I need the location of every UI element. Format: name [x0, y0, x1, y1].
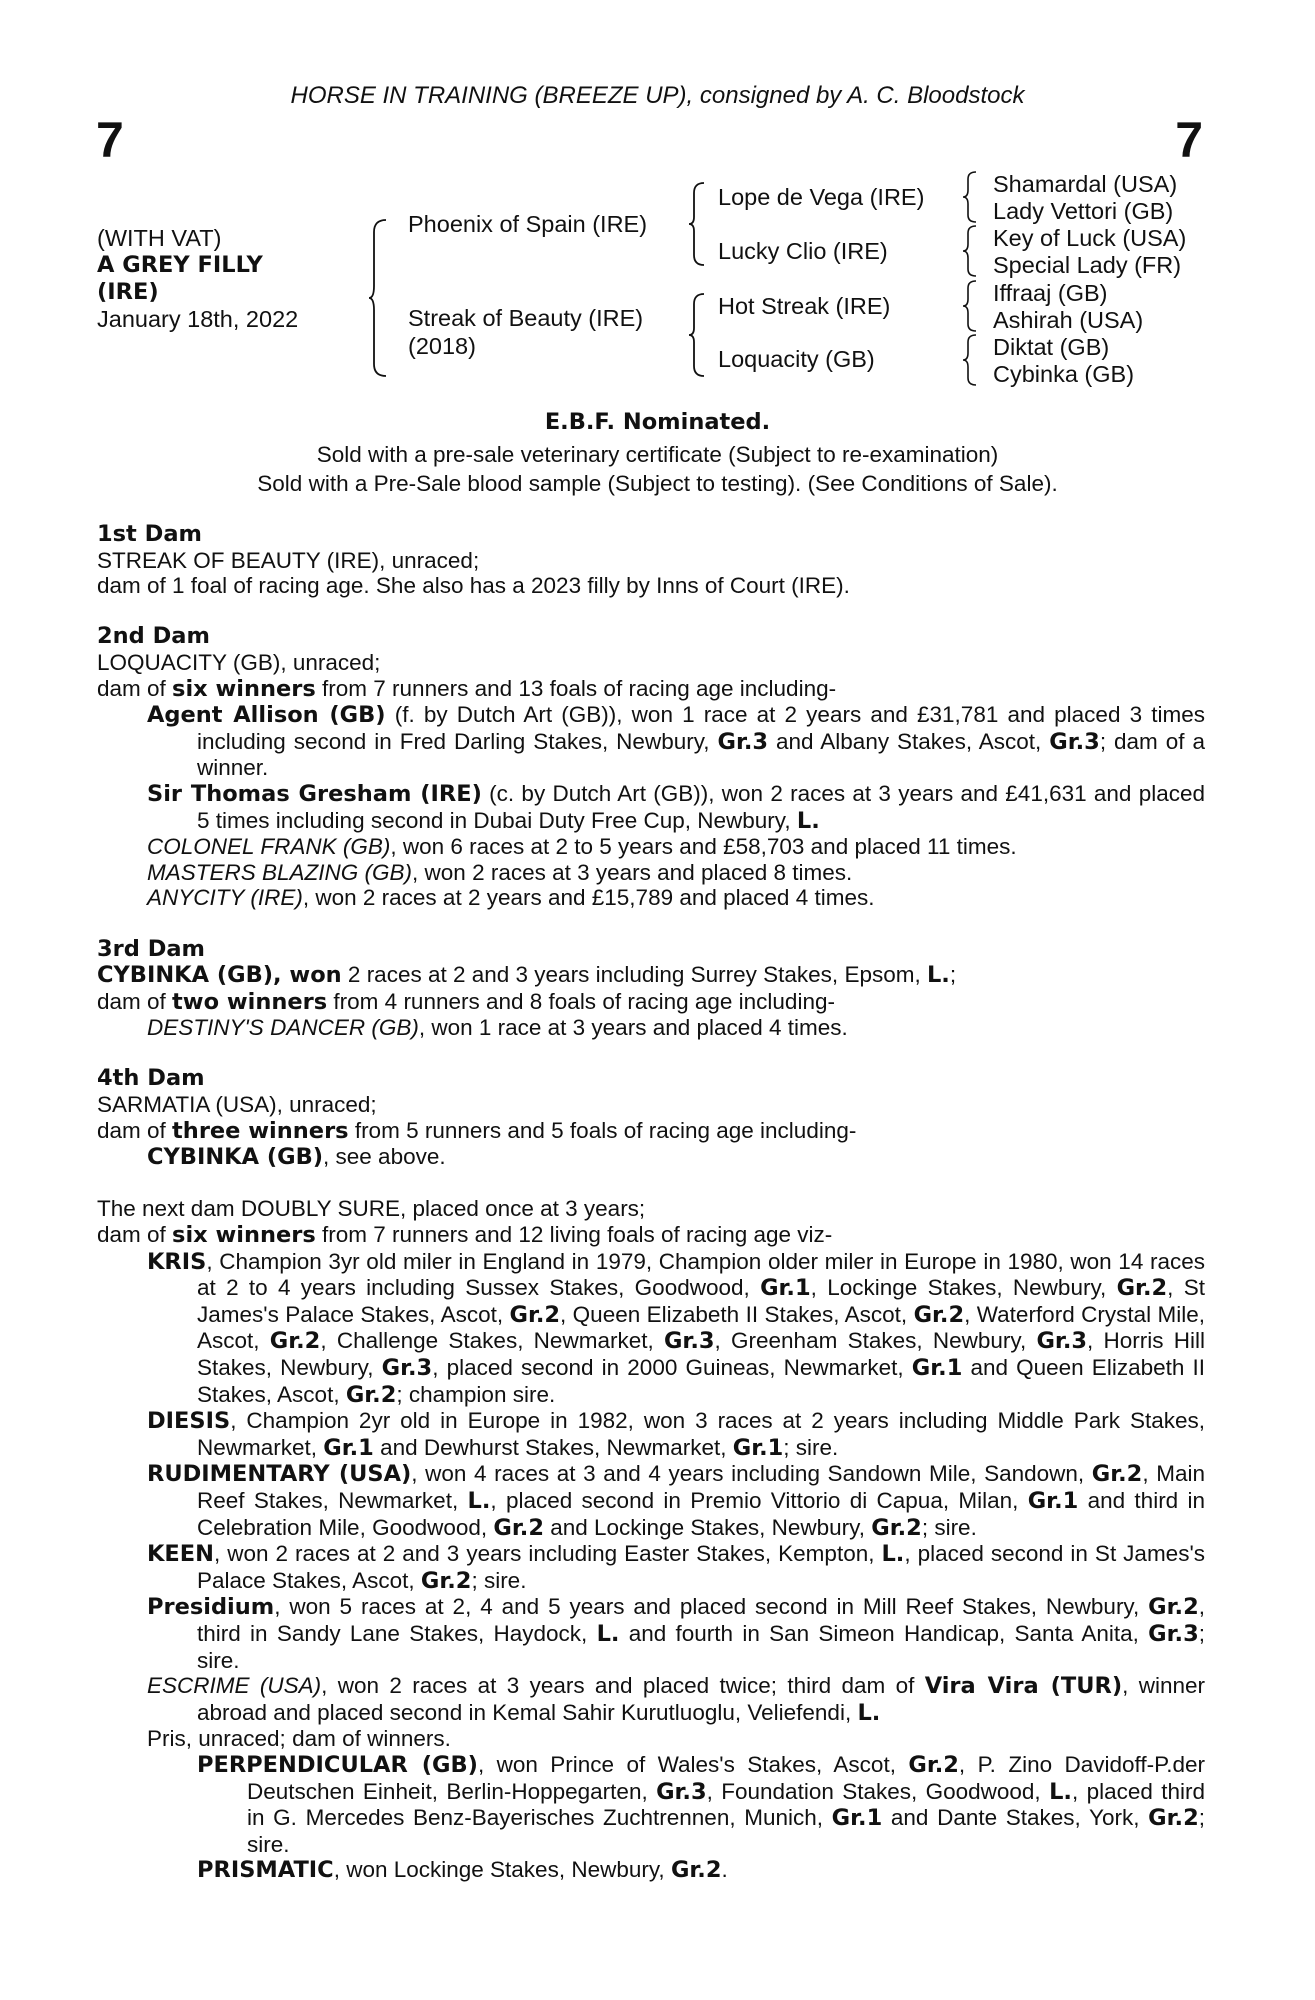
race-grade: Gr.3 [717, 728, 769, 755]
text: , placed second in Premio Vittorio di Capua, Milan, [490, 1487, 1028, 1513]
dam-brace [688, 292, 708, 378]
horse-name: Sir Thomas Gresham (IRE) [147, 780, 482, 807]
text: , Champion 2yr old in Europe in 1982, won 3 races at 2 years including Middle Park Stakes, Newmarket, [197, 1408, 1205, 1460]
first-dam-line: STREAK OF BEAUTY (IRE), unraced; [97, 547, 480, 573]
horse-name: DIESIS [147, 1408, 231, 1435]
gg-brace-2 [962, 224, 980, 278]
race-grade: Gr.2 [1148, 1805, 1199, 1832]
sire-name: Phoenix of Spain (IRE) [408, 211, 648, 237]
race-grade: Gr.2 [908, 1751, 959, 1778]
text: dam of [97, 988, 173, 1014]
horse-name: ANYCITY (IRE) [147, 885, 303, 911]
race-grade: Gr.2 [1091, 1461, 1143, 1488]
progeny-entry [147, 1673, 1205, 1726]
third-dam-summary [97, 989, 1205, 1016]
fourth-dam-heading: 4th Dam [97, 1065, 205, 1092]
horse-name: DESTINY'S DANCER (GB) [147, 1015, 419, 1041]
text: , Queen Elizabeth II Stakes, Ascot, [560, 1301, 914, 1327]
race-grade: Gr.3 [1148, 1620, 1199, 1647]
race-grade: Gr.3 [1049, 728, 1100, 755]
progeny-entry [147, 1144, 1205, 1171]
text: from 7 runners and 13 foals of racing age including- [315, 675, 837, 701]
race-grade: L. [926, 962, 950, 989]
race-grade: Gr.3 [656, 1778, 707, 1805]
text: , Champion 3yr old miler in England in 1979, Champion older miler in Europe in 1980, won 14 races at 2 to 4 years including Sussex Stakes, Goodwood, [197, 1248, 1205, 1301]
text: , won 2 races at 2 years and £15,789 and placed 4 times. [302, 885, 875, 911]
progeny-entry [147, 1408, 1205, 1461]
first-dam-line: dam of 1 foal of racing age. She also has a 2023 filly by Inns of Court (IRE). [97, 573, 850, 599]
race-grade: Gr.2 [509, 1301, 561, 1328]
text: , Greenham Stakes, Newbury, [714, 1328, 1037, 1354]
text: , Lockinge Stakes, Newbury, [810, 1275, 1117, 1301]
gg-3: Key of Luck (USA) [993, 225, 1187, 251]
text: , won 2 races at 2 and 3 years including Easter Stakes, Kempton, [214, 1541, 882, 1567]
race-grade: Gr.2 [1148, 1594, 1199, 1621]
race-grade: L. [467, 1487, 491, 1514]
horse-name: COLONEL FRANK (GB) [147, 834, 391, 860]
text: dam of [97, 1222, 173, 1248]
progeny-entry [147, 702, 1205, 781]
text: dam of [97, 1117, 173, 1143]
dam-year: (2018) [408, 333, 476, 359]
next-dam-section [97, 1196, 1205, 1883]
lot-number-left: 7 [96, 112, 124, 168]
race-grade: Gr.2 [670, 1857, 722, 1884]
dam-dam: Loquacity (GB) [718, 346, 875, 372]
third-dam-heading: 3rd Dam [97, 935, 205, 962]
text: , Horris Hill Stakes, Newbury, [197, 1328, 1206, 1380]
race-grade: Gr.2 [493, 1514, 544, 1541]
horse-name: PERPENDICULAR (GB) [197, 1751, 478, 1778]
next-dam-line: The next dam DOUBLY SURE, placed once at 3 years; [97, 1196, 646, 1222]
gg-2: Lady Vettori (GB) [993, 198, 1174, 224]
text: and Albany Stakes, Ascot, [768, 728, 1050, 754]
horse-name: PRISMATIC [197, 1857, 334, 1884]
text: and Dante Stakes, York, [882, 1805, 1149, 1831]
race-grade: L. [596, 1620, 620, 1647]
page-title: HORSE IN TRAINING (BREEZE UP), consigned by A. C. Bloodstock [290, 82, 1025, 109]
gg-8: Cybinka (GB) [993, 361, 1135, 387]
gg-1: Shamardal (USA) [993, 171, 1178, 197]
third-dam-line [97, 962, 1205, 989]
text: , won Lockinge Stakes, Newbury, [333, 1857, 671, 1883]
vet-certificate-note: Sold with a pre-sale veterinary certificate (Subject to re-examination) [316, 442, 999, 467]
text: , placed second in St James's Palace Stakes, Ascot, [197, 1541, 1205, 1593]
progeny-entry [147, 780, 1205, 834]
race-grade: Gr.2 [269, 1328, 321, 1355]
race-grade: Gr.3 [663, 1328, 715, 1355]
text: ; dam of a winner. [197, 728, 1205, 781]
subject-origin: (IRE) [97, 279, 159, 305]
text: and Queen Elizabeth II Stakes, Ascot, [197, 1355, 1205, 1407]
fourth-dam-summary [97, 1118, 1205, 1145]
text: from 4 runners and 8 foals of racing age including- [327, 988, 835, 1014]
progeny-entry [147, 885, 1205, 911]
text: ; sire. [197, 1620, 1205, 1673]
progeny-entry [197, 1857, 1205, 1884]
third-dam-section [97, 937, 1205, 1041]
progeny-entry [147, 1594, 1205, 1673]
text: (f. by Dutch Art (GB)), won 1 race at 2 years and £31,781 and placed 3 times including second in Fred Darling Stakes, Newbury, [197, 702, 1205, 754]
race-grade: Gr.1 [732, 1434, 784, 1461]
text: , placed second in 2000 Guineas, Newmarket, [432, 1355, 912, 1380]
race-grade: Gr.1 [323, 1434, 374, 1461]
text: ; sire. [247, 1805, 1205, 1857]
lot-number-right: 7 [1175, 112, 1203, 168]
race-grade: L. [796, 807, 820, 834]
horse-name: MASTERS BLAZING (GB) [147, 859, 413, 885]
race-grade: Gr.1 [911, 1355, 963, 1381]
horse-name: KEEN [147, 1541, 215, 1568]
subject-dob: January 18th, 2022 [97, 306, 299, 332]
second-dam-line: LOQUACITY (GB), unraced; [97, 649, 381, 675]
text: . [721, 1857, 728, 1883]
gg-4: Special Lady (FR) [993, 252, 1182, 278]
dam-name: Streak of Beauty (IRE) [408, 305, 644, 331]
text: , Waterford Crystal Mile, Ascot, [197, 1301, 1205, 1354]
blood-sample-note: Sold with a Pre-Sale blood sample (Subject to testing). (See Conditions of Sale). [257, 471, 1058, 496]
vat-label: (WITH VAT) [97, 225, 222, 251]
text: and Lockinge Stakes, Newbury, [543, 1514, 872, 1540]
gg-5: Iffraaj (GB) [993, 280, 1108, 306]
race-grade: Gr.1 [760, 1275, 811, 1302]
text: ; sire. [783, 1434, 839, 1460]
winners-count: six winners [172, 1222, 316, 1249]
race-grade: Gr.1 [831, 1805, 883, 1832]
text: , third in Sandy Lane Stakes, Haydock, [197, 1594, 1205, 1646]
winners-count: two winners [172, 988, 328, 1015]
sire-dam: Lucky Clio (IRE) [718, 238, 888, 264]
text: , P. Zino Davidoff-P.der Deutschen Einheit, Berlin-Hoppegarten, [247, 1751, 1205, 1804]
winners-count: three winners [172, 1117, 349, 1144]
fourth-dam-line: SARMATIA (USA), unraced; [97, 1092, 377, 1118]
gg-brace-1 [962, 170, 980, 224]
text: , see above. [323, 1144, 446, 1170]
pedigree-brace [368, 218, 390, 378]
horse-name: KRIS [147, 1248, 207, 1275]
text: 2 races at 2 and 3 years including Surrey Stakes, Epsom, [341, 962, 927, 988]
gg-6: Ashirah (USA) [993, 307, 1144, 333]
dam-sire: Hot Streak (IRE) [718, 293, 891, 319]
first-dam-heading: 1st Dam [97, 521, 202, 547]
progeny-entry [147, 1541, 1205, 1594]
race-grade: Gr.2 [913, 1301, 965, 1328]
text: dam of [97, 675, 173, 701]
progeny-entry [147, 1248, 1206, 1409]
second-dam-heading: 2nd Dam [97, 623, 210, 650]
next-dam-summary [97, 1222, 1205, 1249]
pedigree-table [0, 0, 1315, 400]
second-dam-section [97, 624, 1205, 911]
text: ; sire. [921, 1514, 977, 1540]
text: ; champion sire. [396, 1381, 556, 1407]
progeny-entry [147, 1015, 1205, 1041]
progeny-entry [147, 1461, 1206, 1541]
text: from 5 runners and 5 foals of racing age including- [348, 1117, 857, 1143]
race-grade: Gr.2 [345, 1381, 397, 1408]
text: , Challenge Stakes, Newmarket, [320, 1328, 664, 1354]
progeny-entry [197, 1751, 1206, 1857]
horse-name: CYBINKA (GB), won [97, 962, 342, 989]
text: , Foundation Stakes, Goodwood, [706, 1778, 1050, 1804]
race-grade: L. [1049, 1778, 1072, 1805]
winners-count: six winners [172, 675, 316, 702]
race-grade: Gr.3 [381, 1355, 433, 1381]
catalogue-body [97, 522, 1205, 1909]
text: and Dewhurst Stakes, Newmarket, [373, 1434, 733, 1460]
text: (c. by Dutch Art (GB)), won 2 races at 3 years and £41,631 and placed 5 times including second in Dubai Duty Free Cup, Newbury, [197, 780, 1205, 833]
text: , won 2 races at 3 years and placed twice; third dam of [321, 1673, 925, 1699]
gg-brace-4 [962, 333, 980, 387]
text: , won 6 races at 2 to 5 years and £58,703 and placed 11 times. [390, 834, 1017, 860]
second-dam-summary [97, 676, 1205, 703]
race-grade: L. [857, 1699, 881, 1726]
gg-brace-3 [962, 279, 980, 333]
text: , won 5 races at 2, 4 and 5 years and placed second in Mill Reef Stakes, Newbury, [274, 1594, 1149, 1620]
text: ; [949, 962, 957, 988]
sire-brace [688, 181, 708, 267]
text: from 7 runners and 12 living foals of racing age viz- [315, 1222, 833, 1248]
text: , won 4 races at 3 and 4 years including Sandown Mile, Sandown, [411, 1461, 1092, 1487]
race-grade: Gr.1 [1027, 1487, 1079, 1514]
race-grade: Gr.2 [871, 1514, 922, 1541]
race-grade: Gr.2 [1116, 1275, 1168, 1302]
text: , St James's Palace Stakes, Ascot, [197, 1275, 1205, 1327]
progeny-entry [147, 859, 1205, 886]
text: , winner abroad and placed second in Kemal Sahir Kurutluoglu, Veliefendi, [197, 1673, 1205, 1725]
ebf-nominated: E.B.F. Nominated. [544, 409, 771, 435]
progeny-entry: Pris, unraced; dam of winners. [147, 1726, 451, 1752]
text: ; sire. [471, 1567, 527, 1593]
text: and third in Celebration Mile, Goodwood, [197, 1487, 1206, 1540]
text: , placed third in G. Mercedes Benz-Bayerisches Zuchtrennen, Munich, [247, 1778, 1206, 1831]
race-grade: Gr.3 [1036, 1328, 1088, 1355]
race-grade: Gr.2 [420, 1567, 472, 1594]
race-grade: L. [881, 1541, 905, 1568]
text: , won Prince of Wales's Stakes, Ascot, [477, 1751, 909, 1777]
fourth-dam-section [97, 1066, 1205, 1170]
progeny-entry [147, 834, 1205, 860]
sire-sire: Lope de Vega (IRE) [718, 184, 925, 210]
text: , won 1 race at 3 years and placed 4 times. [418, 1015, 848, 1041]
horse-name: Vira Vira (TUR) [924, 1673, 1123, 1700]
first-dam-section [97, 522, 1205, 599]
horse-name: ESCRIME (USA) [147, 1673, 322, 1699]
text: and fourth in San Simeon Handicap, Santa Anita, [619, 1620, 1149, 1646]
text: , Main Reef Stakes, Newmarket, [197, 1461, 1205, 1513]
horse-name: CYBINKA (GB) [147, 1144, 324, 1171]
text: , won 2 races at 3 years and placed 8 times. [412, 859, 853, 885]
horse-name: RUDIMENTARY (USA) [147, 1461, 412, 1488]
gg-7: Diktat (GB) [993, 334, 1110, 360]
horse-name: Presidium [147, 1594, 275, 1621]
subject-name: A GREY FILLY [97, 252, 263, 278]
horse-name: Agent Allison (GB) [147, 702, 386, 729]
